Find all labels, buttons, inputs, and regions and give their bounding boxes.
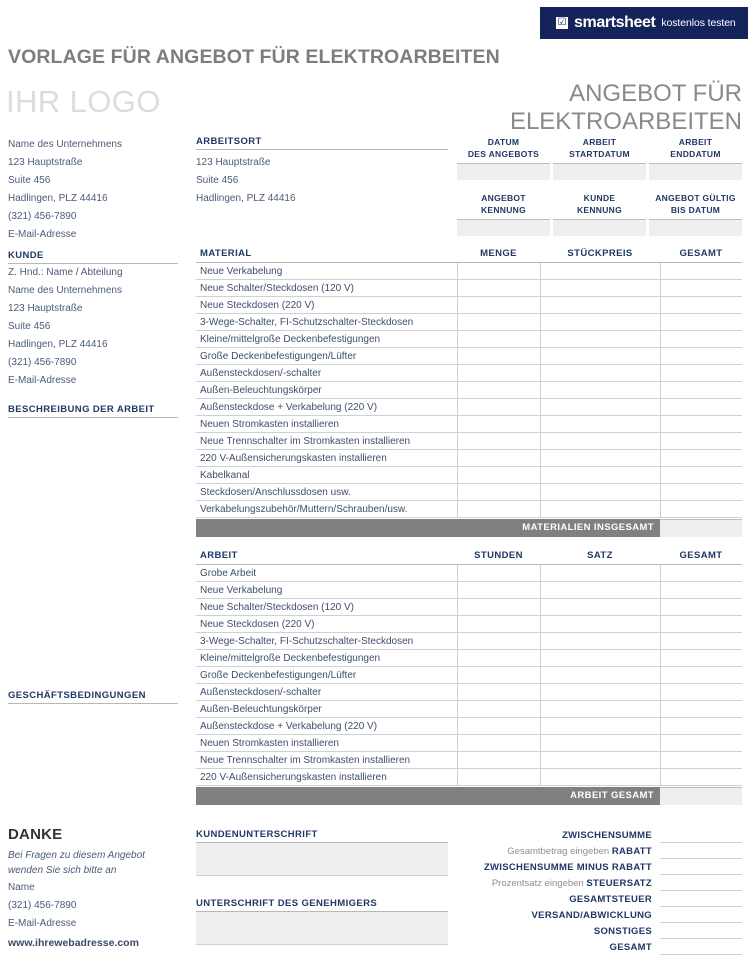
total-hint: Gesamtbetrag eingeben (507, 846, 612, 857)
item-gesamt-input[interactable] (660, 416, 742, 433)
item-stunden-input[interactable] (457, 616, 540, 633)
work-description-input[interactable] (8, 418, 178, 688)
material-row (196, 382, 742, 399)
item-gesamt-input[interactable] (660, 348, 742, 365)
total-label-text: ZWISCHENSUMME (562, 830, 652, 841)
material-row (196, 484, 742, 501)
item-label: Neue Steckdosen (220 V) (196, 297, 457, 314)
material-table-header (196, 248, 742, 263)
item-gesamt-input[interactable] (660, 331, 742, 348)
item-gesamt-input[interactable] (660, 467, 742, 484)
document-title-line1: ANGEBOT FÜR (569, 80, 742, 107)
total-label-text: STEUERSATZ (586, 878, 652, 889)
item-satz-input[interactable] (540, 650, 660, 667)
approver-signature-block (196, 898, 448, 945)
labor-total-row (196, 787, 742, 805)
labor-total-label: ARBEIT GESAMT (196, 787, 660, 805)
item-stueckpreis-input[interactable] (540, 297, 660, 314)
customer-address-line[interactable]: Z. Hnd.: Name / Abteilung (8, 267, 123, 278)
company-address-line: Suite 456 (8, 175, 51, 186)
thank-you-contact-line: E-Mail-Adresse (8, 918, 77, 929)
total-label (440, 846, 660, 859)
customer-signature-input[interactable] (196, 842, 448, 876)
thank-you-subtitle-line1: Bei Fragen zu diesem Angebot (8, 850, 145, 861)
quote-meta-input[interactable] (457, 163, 550, 180)
item-gesamt-input[interactable] (660, 599, 742, 616)
item-gesamt-input[interactable] (660, 280, 742, 297)
material-row (196, 297, 742, 314)
thank-you-contact-line: (321) 456-7890 (8, 900, 77, 911)
labor-row (196, 718, 742, 735)
item-label: Neue Verkabelung (196, 582, 457, 599)
total-value-input[interactable] (660, 923, 742, 939)
item-label: Neue Steckdosen (220 V) (196, 616, 457, 633)
total-row (440, 843, 742, 859)
total-row (440, 891, 742, 907)
labor-row (196, 735, 742, 752)
total-row (440, 875, 742, 891)
item-gesamt-input[interactable] (660, 365, 742, 382)
total-value-input[interactable] (660, 843, 742, 859)
column-header: GESAMT (660, 248, 742, 263)
total-value-input[interactable] (660, 859, 742, 875)
item-label: Außensteckdose + Verkabelung (220 V) (196, 399, 457, 416)
item-stueckpreis-input[interactable] (540, 450, 660, 467)
item-gesamt-input[interactable] (660, 263, 742, 280)
item-label: 220 V-Außensicherungskasten installieren (196, 450, 457, 467)
thank-you-block (8, 826, 188, 949)
company-address-line: E-Mail-Adresse (8, 229, 77, 240)
item-label: Große Deckenbefestigungen/Lüfter (196, 348, 457, 365)
total-label-text: GESAMT (609, 942, 652, 953)
item-gesamt-input[interactable] (660, 769, 742, 786)
item-menge-input[interactable] (457, 280, 540, 297)
item-stueckpreis-input[interactable] (540, 433, 660, 450)
item-stunden-input[interactable] (457, 667, 540, 684)
material-table (196, 248, 742, 537)
item-satz-input[interactable] (540, 718, 660, 735)
total-label (440, 830, 660, 843)
item-label: Neuen Stromkasten installieren (196, 416, 457, 433)
total-label (440, 910, 660, 923)
labor-table-header (196, 550, 742, 565)
material-total-row (196, 519, 742, 537)
total-label (440, 894, 660, 907)
total-value-input[interactable] (660, 891, 742, 907)
column-header: GESAMT (660, 550, 742, 565)
item-label: 3-Wege-Schalter, FI-Schutzschalter-Steckdosen (196, 633, 457, 650)
material-row (196, 450, 742, 467)
company-address (8, 136, 178, 244)
material-row (196, 280, 742, 297)
material-row (196, 331, 742, 348)
approver-signature-input[interactable] (196, 911, 448, 945)
item-label: Große Deckenbefestigungen/Lüfter (196, 667, 457, 684)
quote-meta-label: ARBEIT STARTDATUM (569, 137, 630, 159)
item-gesamt-input[interactable] (660, 450, 742, 467)
checkbox-icon: ☑ (557, 17, 567, 28)
item-label: Neuen Stromkasten installieren (196, 735, 457, 752)
total-value-input[interactable] (660, 939, 742, 955)
item-menge-input[interactable] (457, 484, 540, 501)
material-table-body (196, 263, 742, 518)
quote-meta-label: ARBEIT ENDDATUM (670, 137, 721, 159)
item-stueckpreis-input[interactable] (540, 263, 660, 280)
quote-meta-label: ANGEBOT KENNUNG (480, 193, 527, 215)
item-menge-input[interactable] (457, 433, 540, 450)
item-gesamt-input[interactable] (660, 565, 742, 582)
quote-meta-input[interactable] (553, 219, 646, 236)
item-label: Neue Trennschalter im Stromkasten installieren (196, 752, 457, 769)
quote-id-row (457, 192, 742, 236)
material-row (196, 433, 742, 450)
item-menge-input[interactable] (457, 450, 540, 467)
labor-table-body (196, 565, 742, 786)
customer-address (8, 264, 178, 390)
item-stueckpreis-input[interactable] (540, 365, 660, 382)
item-label: 220 V-Außensicherungskasten installieren (196, 769, 457, 786)
total-row (440, 827, 742, 843)
column-header: MATERIAL (196, 248, 457, 263)
item-gesamt-input[interactable] (660, 297, 742, 314)
work-description-block (8, 404, 178, 688)
item-menge-input[interactable] (457, 382, 540, 399)
item-label: Außensteckdosen/-schalter (196, 365, 457, 382)
worksite-block (196, 136, 448, 229)
labor-row (196, 582, 742, 599)
item-menge-input[interactable] (457, 501, 540, 518)
customer-address-line[interactable]: 123 Hauptstraße (8, 303, 83, 314)
item-gesamt-input[interactable] (660, 616, 742, 633)
item-satz-input[interactable] (540, 633, 660, 650)
customer-address-line[interactable]: (321) 456-7890 (8, 357, 77, 368)
total-label (440, 942, 660, 955)
quote-meta-input[interactable] (649, 219, 742, 236)
material-row (196, 365, 742, 382)
labor-row (196, 616, 742, 633)
item-menge-input[interactable] (457, 365, 540, 382)
item-gesamt-input[interactable] (660, 501, 742, 518)
quote-meta-input[interactable] (649, 163, 742, 180)
worksite-address-line[interactable]: Hadlingen, PLZ 44416 (196, 193, 296, 204)
item-gesamt-input[interactable] (660, 433, 742, 450)
worksite-label: ARBEITSORT (196, 136, 262, 147)
quote-meta-label: ANGEBOT GÜLTIG BIS DATUM (655, 193, 736, 215)
item-menge-input[interactable] (457, 416, 540, 433)
item-stunden-input[interactable] (457, 718, 540, 735)
customer-address-line[interactable]: Hadlingen, PLZ 44416 (8, 339, 108, 350)
item-label: Steckdosen/Anschlussdosen usw. (196, 484, 457, 501)
quote-meta-input[interactable] (553, 163, 646, 180)
total-row (440, 859, 742, 875)
item-stunden-input[interactable] (457, 633, 540, 650)
quote-meta-input[interactable] (457, 219, 550, 236)
material-row (196, 467, 742, 484)
total-row (440, 923, 742, 939)
item-satz-input[interactable] (540, 582, 660, 599)
item-stueckpreis-input[interactable] (540, 331, 660, 348)
column-header: ARBEIT (196, 550, 457, 565)
labor-row (196, 650, 742, 667)
total-label-text: GESAMTSTEUER (569, 894, 652, 905)
customer-address-line[interactable]: Name des Unternehmens (8, 285, 122, 296)
terms-input[interactable] (8, 704, 178, 814)
free-trial-label: kostenlos testen (661, 17, 736, 29)
material-row (196, 263, 742, 280)
item-satz-input[interactable] (540, 769, 660, 786)
labor-row (196, 667, 742, 684)
item-stueckpreis-input[interactable] (540, 382, 660, 399)
item-label: Verkabelungszubehör/Muttern/Schrauben/usw. (196, 501, 457, 518)
item-stunden-input[interactable] (457, 752, 540, 769)
item-label: Neue Trennschalter im Stromkasten installieren (196, 433, 457, 450)
work-description-label: BESCHREIBUNG DER ARBEIT (8, 404, 155, 415)
item-stueckpreis-input[interactable] (540, 501, 660, 518)
worksite-address-line[interactable]: 123 Hauptstraße (196, 157, 271, 168)
quote-meta-label: KUNDE KENNUNG (576, 193, 623, 215)
logo-placeholder[interactable]: IHR LOGO (6, 84, 161, 119)
total-hint: Prozentsatz eingeben (491, 878, 587, 889)
total-label (440, 862, 660, 875)
item-label: Grobe Arbeit (196, 565, 457, 582)
labor-total-value[interactable] (660, 787, 742, 805)
item-gesamt-input[interactable] (660, 484, 742, 501)
labor-row (196, 701, 742, 718)
material-row (196, 348, 742, 365)
item-gesamt-input[interactable] (660, 684, 742, 701)
item-gesamt-input[interactable] (660, 633, 742, 650)
template-title: VORLAGE FÜR ANGEBOT FÜR ELEKTROARBEITEN (8, 46, 500, 68)
thank-you-title: DANKE (8, 826, 63, 843)
total-row (440, 939, 742, 955)
item-gesamt-input[interactable] (660, 667, 742, 684)
quote-meta-cell (649, 192, 742, 236)
item-gesamt-input[interactable] (660, 701, 742, 718)
quote-meta-cell (457, 192, 550, 236)
item-stunden-input[interactable] (457, 684, 540, 701)
item-gesamt-input[interactable] (660, 314, 742, 331)
quote-date-row (457, 136, 742, 180)
item-menge-input[interactable] (457, 331, 540, 348)
labor-row (196, 684, 742, 701)
spacer (457, 180, 742, 192)
item-stunden-input[interactable] (457, 565, 540, 582)
total-label-text: SONSTIGES (593, 926, 652, 937)
item-gesamt-input[interactable] (660, 735, 742, 752)
total-label (440, 878, 660, 891)
quote-meta-cell (553, 136, 646, 180)
item-gesamt-input[interactable] (660, 399, 742, 416)
smartsheet-wordmark: smartsheet (574, 14, 656, 31)
worksite-address[interactable] (196, 149, 448, 229)
item-menge-input[interactable] (457, 263, 540, 280)
quote-meta-label: DATUM DES ANGEBOTS (467, 137, 540, 159)
item-stueckpreis-input[interactable] (540, 484, 660, 501)
item-gesamt-input[interactable] (660, 752, 742, 769)
column-header: SATZ (540, 550, 660, 565)
item-label: Außensteckdose + Verkabelung (220 V) (196, 718, 457, 735)
item-label: Neue Schalter/Steckdosen (120 V) (196, 280, 457, 297)
item-satz-input[interactable] (540, 599, 660, 616)
item-stunden-input[interactable] (457, 582, 540, 599)
labor-row (196, 752, 742, 769)
item-menge-input[interactable] (457, 314, 540, 331)
item-menge-input[interactable] (457, 348, 540, 365)
item-label: 3-Wege-Schalter, FI-Schutzschalter-Steckdosen (196, 314, 457, 331)
worksite-address-line[interactable]: Suite 456 (196, 175, 239, 186)
totals-block (440, 827, 742, 955)
material-row (196, 399, 742, 416)
thank-you-subtitle (8, 848, 188, 878)
customer-address-line[interactable]: Suite 456 (8, 321, 51, 332)
item-stunden-input[interactable] (457, 769, 540, 786)
item-gesamt-input[interactable] (660, 650, 742, 667)
material-total-label: MATERIALIEN INSGESAMT (196, 519, 660, 537)
customer-block (8, 250, 178, 390)
item-label: Neue Verkabelung (196, 263, 457, 280)
item-satz-input[interactable] (540, 735, 660, 752)
thank-you-contact-line: Name (8, 882, 35, 893)
smartsheet-badge[interactable] (540, 7, 748, 39)
column-header: STUNDEN (457, 550, 540, 565)
item-menge-input[interactable] (457, 399, 540, 416)
customer-signature-block (196, 829, 448, 876)
column-header: MENGE (457, 248, 540, 263)
total-label-text: ZWISCHENSUMME MINUS RABATT (483, 862, 652, 873)
quote-meta-cell (649, 136, 742, 180)
item-stueckpreis-input[interactable] (540, 348, 660, 365)
company-info-block (8, 136, 178, 390)
total-value-input[interactable] (660, 827, 742, 843)
item-satz-input[interactable] (540, 667, 660, 684)
item-label: Außen-Beleuchtungskörper (196, 701, 457, 718)
total-value-input[interactable] (660, 875, 742, 891)
material-row (196, 501, 742, 518)
material-total-value[interactable] (660, 519, 742, 537)
labor-row (196, 633, 742, 650)
item-stueckpreis-input[interactable] (540, 416, 660, 433)
item-label: Neue Schalter/Steckdosen (120 V) (196, 599, 457, 616)
terms-label: GESCHÄFTSBEDINGUNGEN (8, 690, 146, 701)
material-row (196, 416, 742, 433)
labor-table (196, 550, 742, 805)
item-stueckpreis-input[interactable] (540, 399, 660, 416)
document-title-line2: ELEKTROARBEITEN (509, 108, 742, 136)
item-stueckpreis-input[interactable] (540, 467, 660, 484)
item-stunden-input[interactable] (457, 735, 540, 752)
document-title (422, 80, 742, 137)
item-stunden-input[interactable] (457, 599, 540, 616)
company-address-line: (321) 456-7890 (8, 211, 77, 222)
labor-row (196, 769, 742, 786)
item-gesamt-input[interactable] (660, 382, 742, 399)
item-stueckpreis-input[interactable] (540, 280, 660, 297)
item-satz-input[interactable] (540, 752, 660, 769)
item-menge-input[interactable] (457, 297, 540, 314)
company-address-line: 123 Hauptstraße (8, 157, 83, 168)
item-stueckpreis-input[interactable] (540, 314, 660, 331)
website-link[interactable]: www.ihrewebadresse.com (8, 937, 139, 949)
item-satz-input[interactable] (540, 565, 660, 582)
quote-meta-cell (553, 192, 646, 236)
item-label: Kleine/mittelgroße Deckenbefestigungen (196, 331, 457, 348)
customer-signature-label: KUNDENUNTERSCHRIFT (196, 829, 318, 840)
approver-signature-label: UNTERSCHRIFT DES GENEHMIGERS (196, 898, 378, 909)
customer-label: KUNDE (8, 250, 44, 261)
total-row (440, 907, 742, 923)
item-label: Außensteckdosen/-schalter (196, 684, 457, 701)
total-label (440, 926, 660, 939)
labor-row (196, 565, 742, 582)
quote-meta-table (457, 136, 742, 236)
total-label-text: VERSAND/ABWICKLUNG (531, 910, 652, 921)
total-label-text: RABATT (611, 846, 652, 857)
item-gesamt-input[interactable] (660, 582, 742, 599)
item-stunden-input[interactable] (457, 650, 540, 667)
item-gesamt-input[interactable] (660, 718, 742, 735)
column-header: STÜCKPREIS (540, 248, 660, 263)
total-value-input[interactable] (660, 907, 742, 923)
item-label: Außen-Beleuchtungskörper (196, 382, 457, 399)
terms-block (8, 690, 178, 814)
item-satz-input[interactable] (540, 684, 660, 701)
item-label: Kleine/mittelgroße Deckenbefestigungen (196, 650, 457, 667)
item-menge-input[interactable] (457, 467, 540, 484)
customer-address-line[interactable]: E-Mail-Adresse (8, 375, 77, 386)
item-satz-input[interactable] (540, 616, 660, 633)
item-label: Kabelkanal (196, 467, 457, 484)
item-stunden-input[interactable] (457, 701, 540, 718)
company-address-line: Hadlingen, PLZ 44416 (8, 193, 108, 204)
item-satz-input[interactable] (540, 701, 660, 718)
thank-you-contact (8, 879, 188, 932)
thank-you-subtitle-line2: wenden Sie sich bitte an (8, 865, 117, 876)
company-address-line: Name des Unternehmens (8, 139, 122, 150)
labor-row (196, 599, 742, 616)
quote-meta-cell (457, 136, 550, 180)
material-row (196, 314, 742, 331)
